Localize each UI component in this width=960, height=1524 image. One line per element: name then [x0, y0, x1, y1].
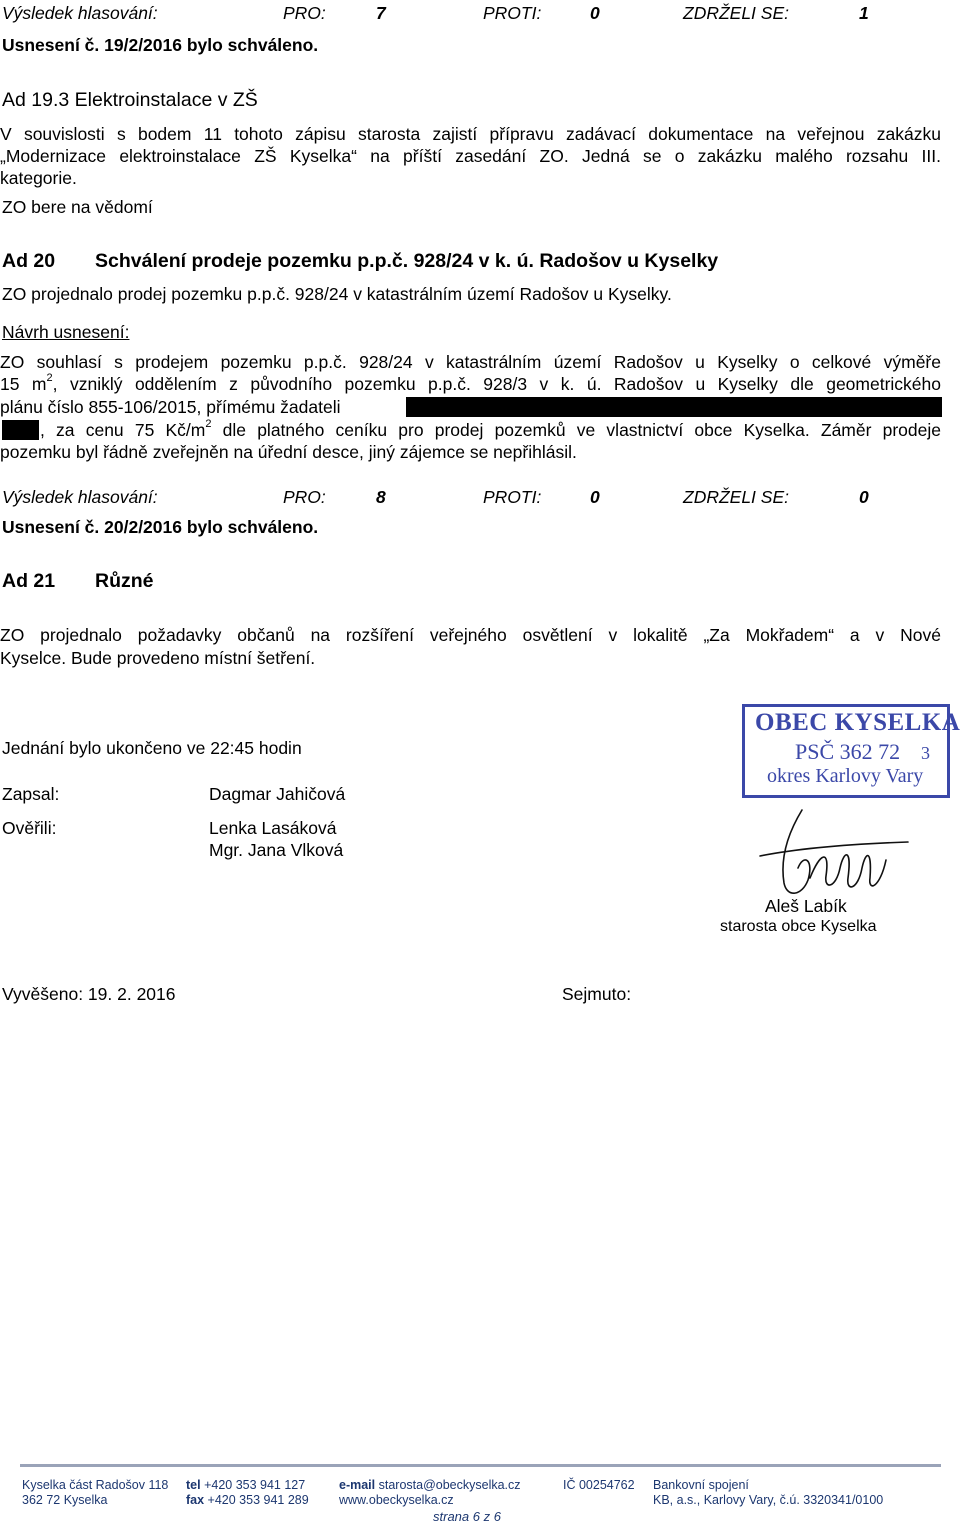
stamp-line-2: PSČ 362 72 — [795, 739, 901, 764]
section-number-ad21: Ad 21 — [2, 570, 56, 592]
vote-proti-label: PROTI: — [483, 3, 542, 23]
signature-image — [740, 798, 920, 908]
zapsal-name: Dagmar Jahičová — [209, 784, 346, 804]
vote-zdrzeli-label: ZDRŽELI SE: — [683, 3, 789, 23]
section-title-ad20: Schválení prodeje pozemku p.p.č. 928/24 v k. ú. Radošov u Kyselky — [95, 250, 719, 272]
overili-name-2: Mgr. Jana Vlková — [209, 840, 344, 860]
vote-pro-label: PRO: — [283, 3, 326, 23]
ad20-p4 — [40, 419, 941, 441]
vote-pro-value: 8 — [376, 487, 386, 507]
ad19-line-2: „Modernizace elektroinstalace ZŠ Kyselka“ na příští zasedání ZO. Jedná se o zakázku malého rozsahu III. — [0, 146, 941, 166]
vote-proti-label: PROTI: — [483, 487, 542, 507]
footer-web: www.obeckyselka.cz — [339, 1493, 454, 1507]
footer-divider — [20, 1464, 941, 1467]
mayor-name: Aleš Labík — [765, 896, 847, 916]
stamp-number: 3 — [921, 743, 930, 763]
vote-zdrzeli-label: ZDRŽELI SE: — [683, 487, 789, 507]
ad20-p1: ZO souhlasí s prodejem pozemku p.p.č. 928/24 v katastrálním území Radošov u Kyselky o celkové výměře — [0, 352, 941, 372]
ad21-line-1: ZO projednalo požadavky občanů na rozšíření veřejného osvětlení v lokalitě „Za Mokřadem“ a v Nové — [0, 625, 941, 645]
ad20-p3: plánu číslo 855-106/2015, přímému žadateli — [0, 397, 341, 417]
ad20-intro: ZO projednalo prodej pozemku p.p.č. 928/24 v katastrálním území Radošov u Kyselky. — [2, 284, 672, 304]
ad20-p2-b: , vzniklý oddělením z původního pozemku p.p.č. 928/3 v k. ú. Radošov u Kyselky dle geometrického — [52, 374, 941, 394]
removed-date: Sejmuto: — [562, 984, 632, 1004]
footer-ic: IČ 00254762 — [563, 1478, 635, 1492]
footer-email — [339, 1478, 521, 1493]
ad20-p2-a: 15 m — [0, 374, 47, 394]
footer-fax-label: fax — [186, 1493, 205, 1507]
ad20-p5: pozemku byl řádně zveřejněn na úřední desce, jiný zájemce se nepřihlásil. — [0, 442, 577, 462]
section-heading-ad19: Ad 19.3 Elektroinstalace v ZŠ — [2, 89, 258, 111]
vote-label: Výsledek hlasování: — [2, 3, 158, 23]
resolution-2: Usnesení č. 20/2/2016 bylo schváleno. — [2, 517, 319, 537]
posted-date: Vyvěšeno: 19. 2. 2016 — [2, 984, 176, 1004]
section-title-ad21: Různé — [95, 570, 154, 592]
footer-address-1: Kyselka část Radošov 118 — [22, 1478, 169, 1492]
vote-proti-value: 0 — [590, 3, 600, 23]
superscript: 2 — [46, 372, 53, 385]
ad19-line-3: kategorie. — [0, 168, 77, 188]
ad21-line-2: Kyselce. Bude provedeno místní šetření. — [0, 648, 316, 668]
footer-tel-value: +420 353 941 127 — [200, 1478, 306, 1492]
footer-bank: KB, a.s., Karlovy Vary, č.ú. 3320341/0100 — [653, 1493, 884, 1507]
overili-name-1: Lenka Lasáková — [209, 818, 337, 838]
vote-pro-label: PRO: — [283, 487, 326, 507]
redaction-bar — [406, 397, 942, 417]
vote-zdrzeli-value: 0 — [859, 487, 869, 507]
vote-proti-value: 0 — [590, 487, 600, 507]
ad20-p2 — [0, 373, 941, 395]
section-number-ad20: Ad 20 — [2, 250, 56, 272]
footer-email-value: starosta@obeckyselka.cz — [375, 1478, 521, 1492]
footer-tel — [186, 1478, 305, 1493]
vote-zdrzeli-value: 1 — [859, 3, 869, 23]
footer-fax — [186, 1493, 309, 1508]
ad20-p4-b: dle platného ceníku pro prodej pozemků ve vlastnictví obce Kyselka. Záměr prodeje — [211, 420, 942, 440]
official-stamp — [742, 704, 960, 798]
vote-pro-value: 7 — [376, 3, 386, 23]
footer-address-2: 362 72 Kyselka — [22, 1493, 108, 1507]
ad20-p4-a: , za cenu 75 Kč/m — [40, 420, 206, 440]
page-number: strana 6 z 6 — [433, 1509, 501, 1524]
footer-email-label: e-mail — [339, 1478, 376, 1492]
overili-label: Ověřili: — [2, 818, 57, 838]
closing-statement: Jednání bylo ukončeno ve 22:45 hodin — [2, 738, 302, 758]
resolution-1: Usnesení č. 19/2/2016 bylo schváleno. — [2, 35, 319, 55]
footer-fax-value: +420 353 941 289 — [204, 1493, 309, 1507]
stamp-line-3: okres Karlovy Vary — [767, 765, 924, 787]
mayor-title: starosta obce Kyselka — [720, 918, 877, 935]
redaction-bar — [2, 420, 39, 440]
footer-bank-label: Bankovní spojení — [653, 1478, 749, 1492]
ad19-line-1: V souvislosti s bodem 11 tohoto zápisu starosta zajistí přípravu zadávací dokumentace na veřejnou zakázku — [0, 124, 941, 144]
superscript: 2 — [205, 418, 212, 431]
proposal-label: Návrh usnesení: — [2, 322, 130, 342]
ad19-note: ZO bere na vědomí — [2, 197, 153, 217]
vote-label: Výsledek hlasování: — [2, 487, 158, 507]
stamp-line-1: OBEC KYSELKA — [755, 709, 960, 736]
footer-tel-label: tel — [186, 1478, 201, 1492]
zapsal-label: Zapsal: — [2, 784, 60, 804]
